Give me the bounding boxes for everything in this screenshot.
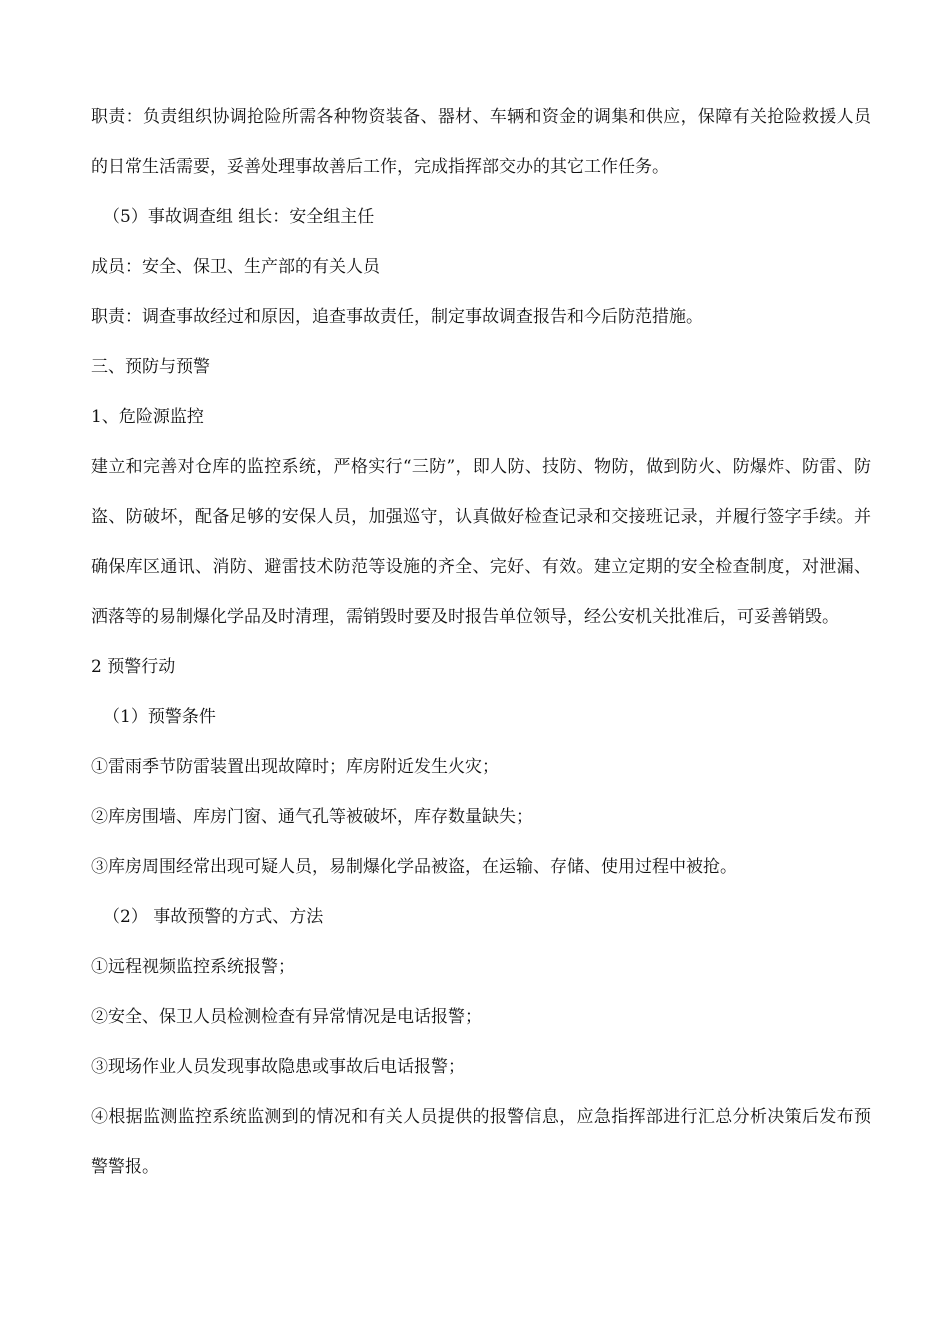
list-item-method-1: ①远程视频监控系统报警； bbox=[91, 957, 295, 977]
paragraph-members: 成员：安全、保卫、生产部的有关人员 bbox=[91, 257, 380, 277]
list-item-method-2: ②安全、保卫人员检测检查有异常情况是电话报警； bbox=[91, 1007, 482, 1027]
subheading-warning-actions: 2 预警行动 bbox=[91, 657, 176, 677]
list-item-condition-3: ③库房周围经常出现可疑人员，易制爆化学品被盗，在运输、存储、使用过程中被抢。 bbox=[91, 857, 737, 877]
list-item-condition-1: ①雷雨季节防雷装置出现故障时；库房附近发生火灾； bbox=[91, 757, 499, 777]
paragraph-monitoring-system: 建立和完善对仓库的监控系统，严格实行“三防”，即人防、技防、物防，做到防火、防爆炸、防雷、防盗、防破坏，配备足够的安保人员，加强巡守，认真做好检查记录和交接班记录，并履行签字手续。并确保库区通讯、消防、避雷技术防范等设施的齐全、完好、有效。建立定期的安全检查制度，对泄漏、洒落等的易制爆化学品及时清理，需销毁时要及时报告单位领导，经公安机关批准后，可妥善销毁。 bbox=[91, 457, 871, 627]
list-item-method-3: ③现场作业人员发现事故隐患或事故后电话报警； bbox=[91, 1057, 465, 1077]
list-item-condition-2: ②库房围墙、库房门窗、通气孔等被破坏，库存数量缺失； bbox=[91, 807, 533, 827]
subheading-hazard-monitoring: 1、危险源监控 bbox=[91, 407, 204, 427]
paragraph-investigation-duties: 职责：调查事故经过和原因，追查事故责任，制定事故调查报告和今后防范措施。 bbox=[91, 307, 703, 327]
section-heading-prevention-warning: 三、预防与预警 bbox=[91, 357, 210, 377]
heading-investigation-group: （5）事故调查组 组长：安全组主任 bbox=[103, 207, 375, 227]
list-item-method-4: ④根据监测监控系统监测到的情况和有关人员提供的报警信息，应急指挥部进行汇总分析决策后发布预警警报。 bbox=[91, 1107, 871, 1177]
document-body bbox=[91, 92, 871, 1192]
subheading-warning-methods: （2） 事故预警的方式、方法 bbox=[103, 907, 324, 927]
paragraph-logistics-duties: 职责：负责组织协调抢险所需各种物资装备、器材、车辆和资金的调集和供应，保障有关抢险救援人员的日常生活需要，妥善处理事故善后工作，完成指挥部交办的其它工作任务。 bbox=[91, 107, 871, 177]
subheading-warning-conditions: （1）预警条件 bbox=[103, 707, 216, 727]
